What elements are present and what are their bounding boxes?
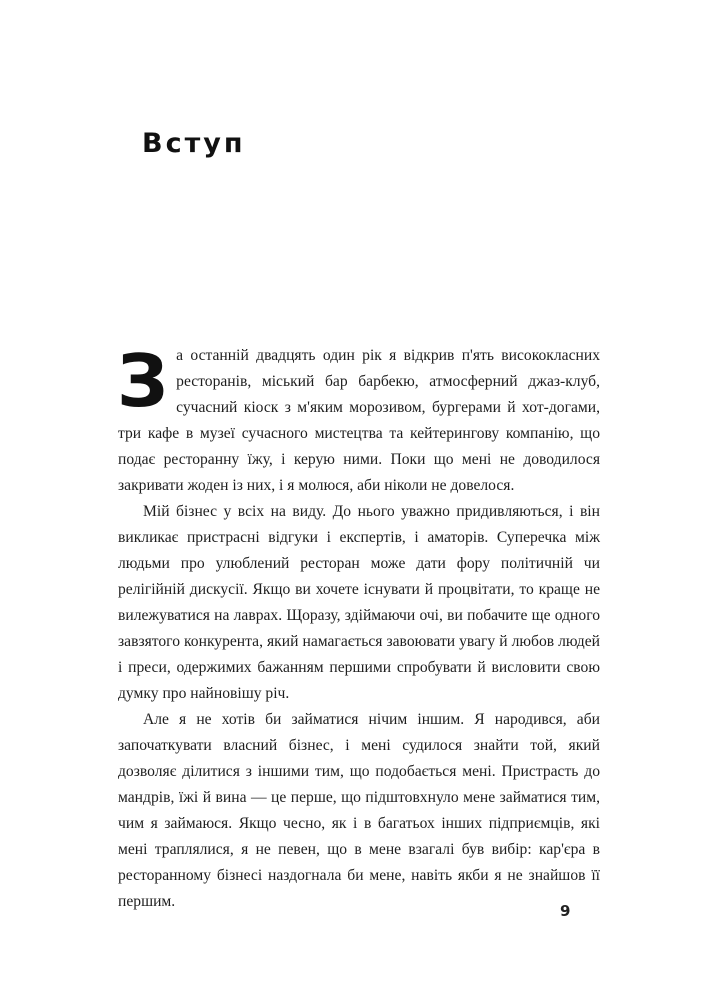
paragraph-3: Але я не хотів би займатися нічим іншим. Я народився, аби започаткувати власний бізнес, і мені судилося знайти той, який дозволяє ділитися з іншими тим, що подобається мені. Пристрасть до мандрів, їжі й вина — це перше, що підштовхнуло мене займатися тим, чим я займаюся. Якщо чесно, як і в багатьох інших підприємців, які мені траплялися, я не певен, що в мене взагалі був вибір: кар'єра в ресторанному бізнесі наздогнала би мене, навіть якби я не знайшов її першим.: [118, 711, 600, 910]
paragraph-1-text: а останній двадцять один рік я відкрив п'ять висококласних ресторанів, міський бар барбекю, атмосферний джаз-клуб, сучасний кіоск з м'яким морозивом, бургерами й хот-догами, три кафе в музеї сучасного мистецтва та кейтерингову компанію, що подає ресторанну їжу, і керую ними. Поки що мені не доводилося закривати жоден із них, і я молюся, аби ніколи не довелося.: [118, 347, 600, 494]
paragraph-1: [117, 339, 600, 499]
body-text: [117, 339, 600, 915]
paragraph-2: Мій бізнес у всіх на виду. До нього уважно придивляються, і він викликає пристрасні відгуки і експертів, і аматорів. Суперечка між людьми про улюблений ресторан може дати фору політичній чи релігійній дискусії. Якщо ви хочете існувати й процвітати, то краще не вилежуватися на лаврах. Щоразу, здіймаючи очі, ви побачите ще одного завзятого конкурента, який намагається завоювати увагу й любов людей і преси, одержимих бажанням першими спробувати й висловити свою думку про найновішу річ.: [118, 503, 600, 702]
chapter-title: Вступ: [142, 128, 246, 159]
page-number: 9: [560, 902, 571, 920]
drop-cap: З: [117, 339, 169, 423]
